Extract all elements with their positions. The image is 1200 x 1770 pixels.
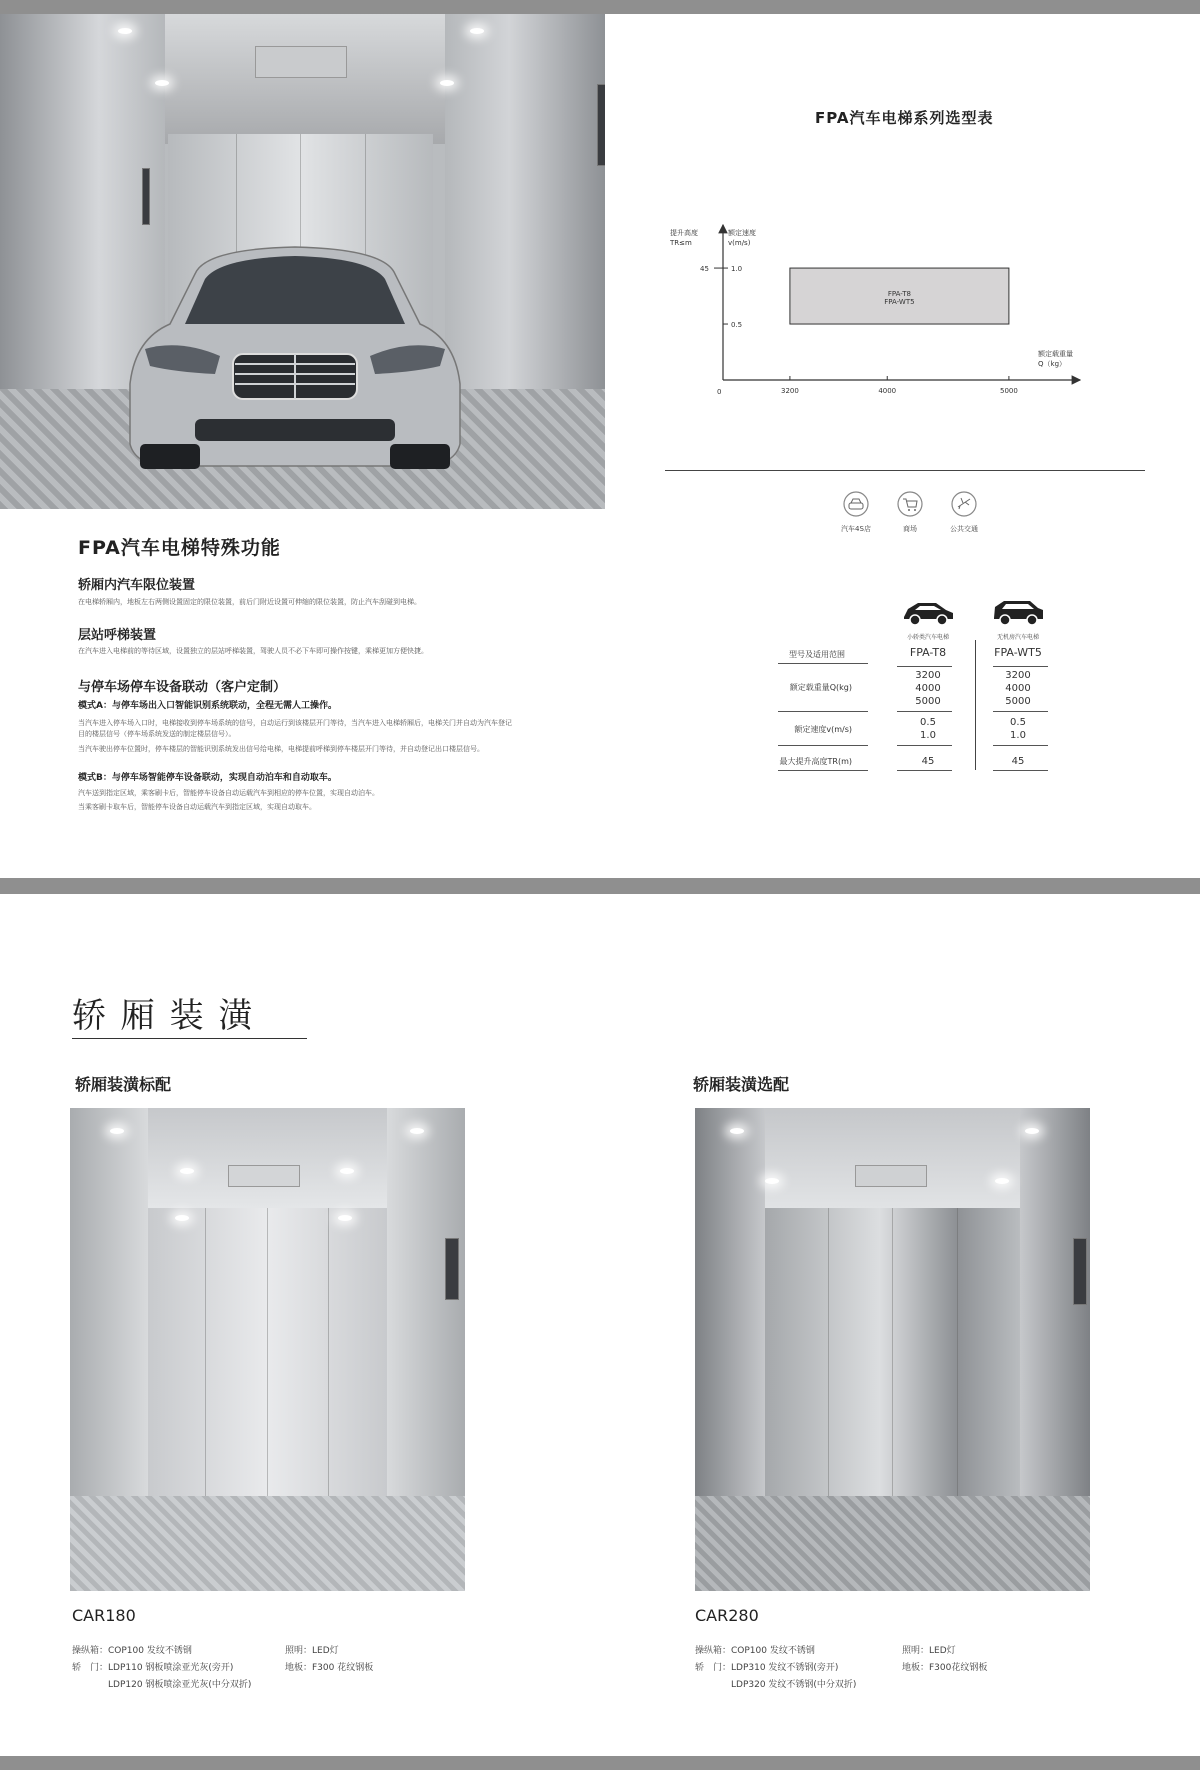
car280-model: CAR280 [695,1606,759,1625]
model-wt5: FPA-WT5 [994,646,1042,659]
optional-title: 轿厢装潢选配 [693,1075,790,1094]
speed-t8-1: 0.5 [920,717,936,728]
car280-spec-door-1: 轿 门：LDP310 发纹不锈钢(旁开) [695,1663,839,1673]
feature-text-1: 在电梯轿厢内，地板左右两侧设置固定的限位装置，前后门附近设置可伸缩的限位装置，防止汽车刮碰到电梯。 [78,598,421,606]
mode-a-line-1: 当汽车进入停车场入口时，电梯接收到停车场系统的信号，自动运行到该楼层开门等待，当汽车进入电梯轿厢后，电梯关门并自动为汽车登记 [78,719,512,727]
car180-spec-floor: 地板：F300 花纹钢板 [285,1663,374,1673]
use-item-mall [890,490,930,534]
feature-heading-1: 轿厢内汽车限位装置 [78,578,196,593]
car280-spec-floor: 地板：F300花纹钢板 [902,1663,988,1673]
selection-chart [670,220,1090,400]
row-label-height: 最大提升高度TR(m) [779,757,852,766]
section-title: 轿 厢 装 潢 [72,996,255,1036]
features-title: FPA汽车电梯特殊功能 [78,537,281,559]
y-label-height-2: TR≤m [670,239,692,247]
car180-spec-door-2: LDP120 钢板喷涂亚光灰(中分双折) [72,1680,252,1690]
use-label-mall: 商场 [903,525,917,533]
y-tick-height: 45 [700,265,709,274]
car180-spec-light: 照明：LED灯 [285,1646,339,1656]
section-title-underline [72,1038,307,1039]
mode-b-line-2: 当乘客刷卡取车后，智能停车设备自动运载汽车到指定区域，实现自动取车。 [78,803,316,811]
bottom-band [0,1756,1200,1770]
feature-heading-2: 层站呼梯装置 [78,628,157,643]
model-t8: FPA-T8 [909,646,947,659]
load-wt5-2: 4000 [1005,683,1031,694]
y-label-speed-1: 额定速度 [728,229,756,237]
height-t8: 45 [921,756,935,767]
use-item-car-4s [836,490,876,534]
airplane-icon [950,490,978,518]
load-wt5-1: 3200 [1005,670,1031,681]
car-elevator-photo [0,14,605,509]
chart-title: FPA汽车电梯系列选型表 [815,109,994,127]
x-tick-label-0: 3200 [780,387,799,395]
speed-wt5-1: 0.5 [1010,717,1026,728]
mode-b-heading: 模式B：与停车场智能停车设备联动，实现自动泊车和自动取车。 [78,773,337,783]
x-tick-label-1: 4000 [878,387,897,395]
use-label-transport: 公共交通 [950,525,978,533]
car180-spec-door-1: 轿 门：LDP110 钢板喷涂亚光灰(旁开) [72,1663,234,1673]
load-wt5-3: 5000 [1005,696,1031,707]
feature-heading-3: 与停车场停车设备联动（客户定制） [78,680,287,695]
mode-b-line-1: 汽车送到指定区域，乘客刷卡后，智能停车设备自动运载汽车到相应的停车位置，实现自动泊车。 [78,789,379,797]
car280-spec-light: 照明：LED灯 [902,1646,956,1656]
load-t8-3: 5000 [915,696,941,707]
row-label-load: 额定载重量Q(kg) [789,683,852,692]
mode-a-line-3: 当汽车驶出停车位置时，停车楼层的智能识别系统发出信号给电梯，电梯提前呼梯到停车楼层开门等待，并自动登记出口楼层信号。 [78,745,484,753]
y-label-height-1: 提升高度 [670,229,698,237]
car-icon [842,490,870,518]
sedan-icon [900,597,956,627]
middle-band [0,878,1200,894]
y-label-speed-2: v(m/s) [728,239,751,247]
car180-photo [70,1108,465,1591]
region-label-wt5: FPA-WT5 [884,298,915,307]
table-column-divider [975,640,976,770]
mode-a-line-2: 目的楼层信号（停车场系统发送的制定楼层信号）。 [78,730,236,738]
top-band [0,0,1200,14]
speed-wt5-2: 1.0 [1010,730,1026,741]
car280-spec-door-2: LDP320 发纹不锈钢(中分双折) [695,1680,857,1690]
y-tick-label-0: 1.0 [731,265,743,274]
chart-divider [665,470,1145,471]
col-sub-2: 无机房汽车电梯 [996,634,1039,641]
feature-text-2: 在汽车进入电梯前的等待区域，设置独立的层站呼梯装置，驾驶人员不必下车即可操作按键，乘梯更加方便快捷。 [78,647,428,655]
car280-photo [695,1108,1090,1591]
car180-spec-cop: 操纵箱：COP100 发纹不锈钢 [72,1646,192,1656]
load-t8-1: 3200 [915,670,941,681]
table-header-label: 型号及适用范围 [789,650,845,659]
col-sub-1: 小轿类汽车电梯 [906,634,949,641]
car280-spec-cop: 操纵箱：COP100 发纹不锈钢 [695,1646,815,1656]
y-tick-label-1: 0.5 [731,321,743,330]
suv-icon [990,597,1046,627]
x-tick-label-2: 5000 [999,387,1018,395]
load-t8-2: 4000 [915,683,941,694]
region-label-t8: FPA-T8 [887,290,911,299]
car-front-icon [125,244,465,484]
speed-t8-2: 1.0 [920,730,936,741]
use-item-transport [944,490,984,534]
shopping-cart-icon [896,490,924,518]
origin-label: 0 [717,388,722,396]
mode-a-heading: 模式A：与停车场出入口智能识别系统联动，全程无需人工操作。 [78,701,337,711]
use-label-car-4s: 汽车4S店 [841,525,871,533]
standard-title: 轿厢装潢标配 [75,1075,172,1094]
row-label-speed: 额定速度v(m/s) [794,725,852,734]
x-label-1: 额定载重量 [1038,350,1073,358]
car180-model: CAR180 [72,1606,136,1625]
x-label-2: Q（kg） [1038,360,1067,368]
height-wt5: 45 [1011,756,1025,767]
